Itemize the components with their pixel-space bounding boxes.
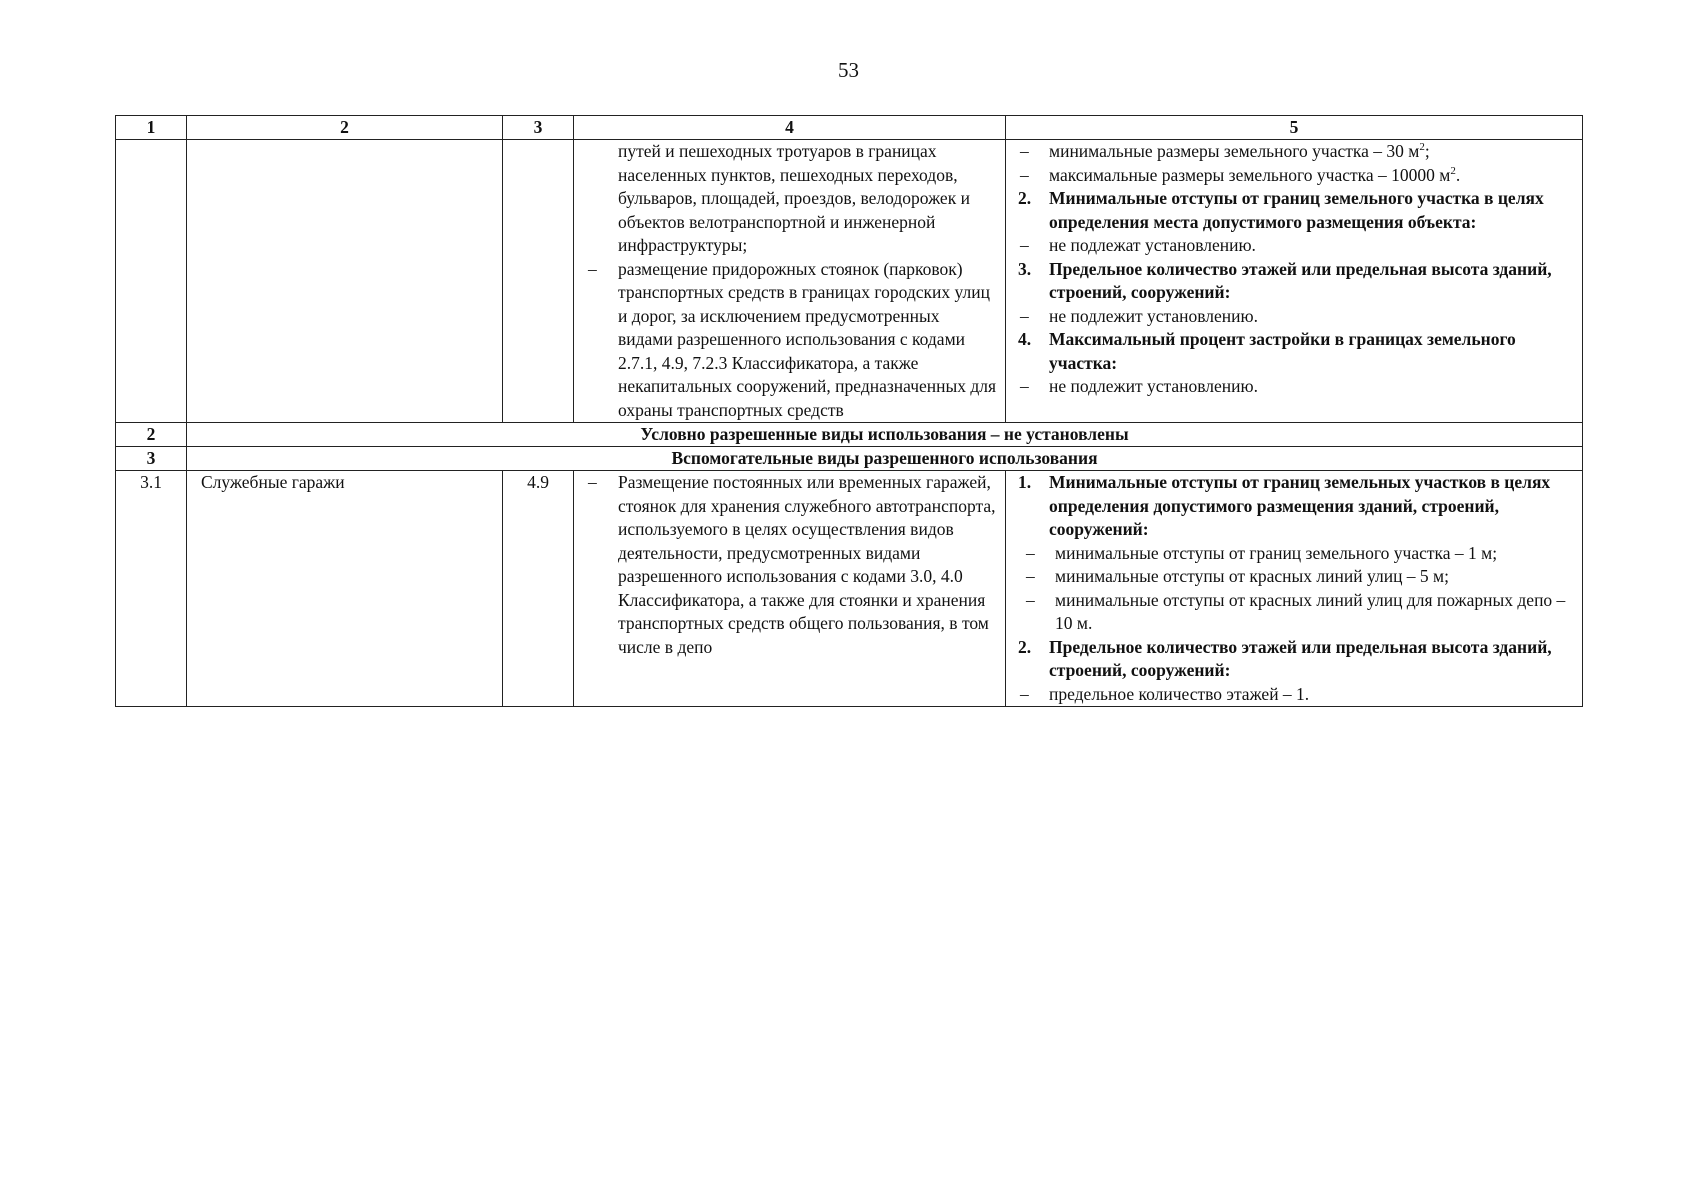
param-value-2: – минимальные отступы от красных линий улиц – 5 м; bbox=[1026, 566, 1449, 586]
cell-code bbox=[503, 140, 574, 423]
description-continuation: путей и пешеходных тротуаров в границах населенных пунктов, пешеходных переходов, бульваров, площадей, проездов, велодорожек и объектов велотранспортной и инженерной инфраструктуры; bbox=[618, 141, 970, 255]
cell-code: 4.9 bbox=[503, 471, 574, 707]
section-row-2 bbox=[116, 423, 1583, 447]
section-num: 2 bbox=[116, 423, 187, 447]
param-heading-1: 1. Минимальные отступы от границ земельных участков в целях определения допустимого размещения зданий, строений, сооружений: bbox=[1018, 472, 1551, 539]
table-row-continued bbox=[116, 140, 1583, 423]
section-title: Условно разрешенные виды использования – не установлены bbox=[187, 423, 1583, 447]
param-value-3: – не подлежит установлению. bbox=[1020, 305, 1258, 326]
cell-name bbox=[187, 140, 503, 423]
param-heading-3: 3. Предельное количество этажей или предельная высота зданий, строений, сооружений: bbox=[1018, 258, 1552, 302]
param-heading-2: 2. Минимальные отступы от границ земельного участка в целях определения места допустимого размещения объекта: bbox=[1018, 188, 1544, 232]
cell-description bbox=[574, 471, 1006, 707]
table-header-row bbox=[116, 116, 1583, 140]
regulations-table bbox=[115, 115, 1583, 707]
cell-description bbox=[574, 140, 1006, 423]
param-heading-4: 4. Максимальный процент застройки в границах земельного участка: bbox=[1018, 329, 1516, 373]
section-num: 3 bbox=[116, 447, 187, 471]
param-value-4: – не подлежит установлению. bbox=[1020, 376, 1258, 396]
col-header-5: 5 bbox=[1006, 116, 1583, 140]
section-title: Вспомогательные виды разрешенного использования bbox=[187, 447, 1583, 471]
col-header-1: 1 bbox=[116, 116, 187, 140]
section-row-3 bbox=[116, 447, 1583, 471]
description-item: – размещение придорожных стоянок (парковок) транспортных средств в границах городских улиц и дорог, за исключением предусмотренных видами разрешенного использования с кодами 2.7.1, 4.9, 7.2.3 Классификатора, а также некапитальных сооружений, предназначенных для охраны транспортных средств bbox=[588, 258, 997, 420]
cell-parameters bbox=[1006, 140, 1583, 423]
param-max-size: – максимальные размеры земельного участка – 10000 $м^2$. bbox=[1020, 164, 1461, 185]
page-number: 53 bbox=[838, 58, 859, 82]
param-value-floors: – предельное количество этажей – 1. bbox=[1020, 683, 1310, 704]
param-value-1: – минимальные отступы от границ земельного участка – 1 м; bbox=[1026, 542, 1498, 563]
param-value-2: – не подлежат установлению. bbox=[1020, 235, 1256, 255]
param-heading-2: 2. Предельное количество этажей или предельная высота зданий, строений, сооружений: bbox=[1018, 636, 1552, 680]
param-min-size: – минимальные размеры земельного участка – 30 $м^2$; bbox=[1020, 141, 1430, 161]
table-row-3-1 bbox=[116, 471, 1583, 707]
cell-num bbox=[116, 140, 187, 423]
col-header-4: 4 bbox=[574, 116, 1006, 140]
col-header-3: 3 bbox=[503, 116, 574, 140]
col-header-2: 2 bbox=[187, 116, 503, 140]
cell-parameters bbox=[1006, 471, 1583, 707]
cell-name: Служебные гаражи bbox=[187, 471, 503, 707]
param-value-3: – минимальные отступы от красных линий улиц для пожарных депо – 10 м. bbox=[1026, 589, 1566, 633]
cell-num: 3.1 bbox=[116, 471, 187, 707]
description-item: – Размещение постоянных или временных гаражей, стоянок для хранения служебного автотранспорта, используемого в целях осуществления видов деятельности, предусмотренных видами разрешенного использования с кодами 3.0, 4.0 Классификатора, а также для стоянки и хранения транспортных средств общего пользования, в том числе в депо bbox=[588, 472, 996, 657]
